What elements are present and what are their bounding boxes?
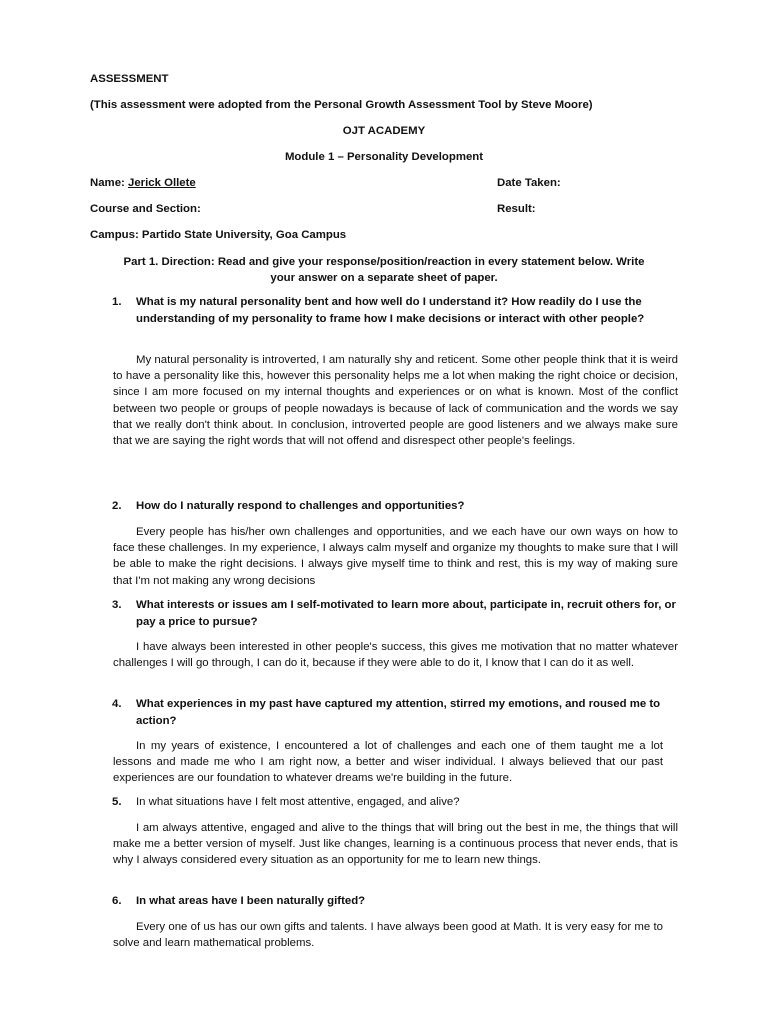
answer-text: My natural personality is introverted, I am naturally shy and reticent. Some other people think that it is weird to have a personality like this, however this personality helps me a lot when making the right choice or decision, since I am more focused on my internal thoughts and experiences or on what is known. Most of the conflict between two people or groups of people nowadays is because of lack of communication and the words we say that we really don't think about. In conclusion, introverted people are good listeners and we always make sure that we are saying the right words that will not offend and disrespect other people's feelings. (113, 354, 678, 448)
question-text: In what areas have I been naturally gifted? (136, 895, 366, 907)
question-6 (112, 893, 692, 910)
question-4 (112, 696, 692, 730)
answer-4 (113, 738, 663, 787)
name-value: Jerick Ollete (128, 177, 196, 189)
answer-text: In my years of existence, I encountered a lot of challenges and each one of them taught me a lot lessons and made me who I am right now, a better and wiser individual. I always believed that our past experiences are our foundation to whatever dreams we're building in the future. (113, 740, 663, 785)
course-label: Course and Section: (90, 203, 201, 215)
answer-1 (113, 352, 678, 449)
question-number: 5. (112, 796, 122, 808)
direction-line-2: your answer on a separate sheet of paper. (270, 272, 498, 284)
campus-row (90, 228, 346, 243)
answer-text: Every people has his/her own challenges and opportunities, and we each have our own ways on how to face these challenges. In my experience, I always calm myself and organize my thoughts to make sure that I will be able to make the right decisions. I always give myself time to think and rest, this is my way of making sure that I'm not making any wrong decisions (113, 526, 678, 587)
campus-label: Campus: (90, 229, 139, 241)
answer-text: Every one of us has our own gifts and talents. I have always been good at Math. It is very easy for me to solve and learn mathematical problems. (113, 921, 663, 950)
question-text: How do I naturally respond to challenges and opportunities? (136, 500, 465, 512)
answer-3 (113, 639, 678, 671)
question-text: What interests or issues am I self-motivated to learn more about, participate in, recruit others for, or pay a price to pursue? (136, 599, 676, 628)
answer-6 (113, 919, 663, 951)
direction-block (0, 254, 768, 286)
module-heading: Module 1 – Personality Development (284, 151, 484, 163)
question-number: 3. (112, 599, 122, 611)
question-number: 4. (112, 698, 122, 710)
question-number: 6. (112, 895, 122, 907)
result-label: Result: (497, 203, 536, 215)
question-3 (112, 597, 692, 631)
academy-heading: OJT ACADEMY (342, 125, 426, 137)
question-text: What experiences in my past have captured my attention, stirred my emotions, and roused me to action? (136, 698, 661, 727)
name-label: Name: (90, 177, 125, 189)
question-1 (112, 294, 692, 328)
answer-2 (113, 524, 678, 589)
campus-value: Partido State University, Goa Campus (141, 229, 347, 241)
question-number: 2. (112, 500, 122, 512)
question-text: In what situations have I felt most attentive, engaged, and alive? (136, 796, 460, 808)
direction-line-1: Part 1. Direction: Read and give your response/position/reaction in every statement below. Write (123, 256, 645, 268)
date-label: Date Taken: (497, 177, 561, 189)
doc-title: ASSESSMENT (90, 73, 169, 85)
answer-text: I have always been interested in other people's success, this gives me motivation that no matter whatever challenges I will go through, I can do it, because if they were able to do it, I know that I can do it as well. (113, 641, 678, 670)
answer-5 (113, 820, 678, 869)
question-number: 1. (112, 296, 122, 308)
question-text: What is my natural personality bent and how well do I understand it? How readily do I use the understanding of my personality to frame how I make decisions or interact with other people? (136, 296, 645, 325)
answer-text: I am always attentive, engaged and alive to the things that will bring out the best in me, the things that will make me a better version of myself. Just like changes, learning is a continuous process that never ends, that is why I always considered every situation as an opportunity for me to learn new things. (113, 822, 678, 867)
doc-subtitle: (This assessment were adopted from the Personal Growth Assessment Tool by Steve Moore) (90, 99, 593, 111)
question-5 (112, 794, 692, 811)
name-row (90, 176, 196, 191)
question-2 (112, 498, 692, 515)
